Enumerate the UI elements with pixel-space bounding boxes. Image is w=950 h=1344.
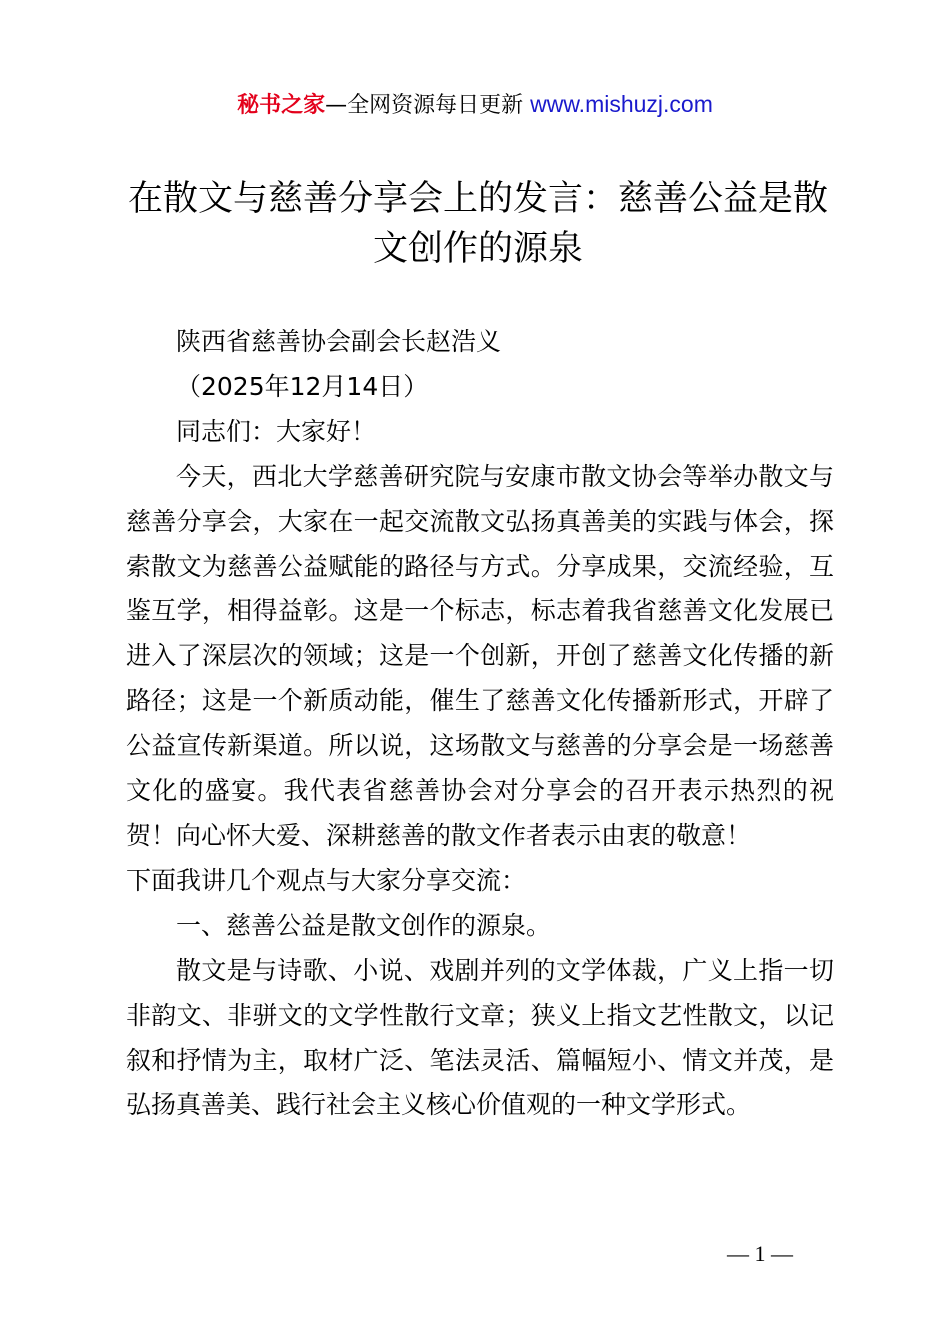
paragraph-3: 散文是与诗歌、小说、戏剧并列的文学体裁，广义上指一切非韵文、非骈文的文学性散行文章；狭义上指文艺性散文，以记叙和抒情为主，取材广泛、笔法灵活、篇幅短小、情文并茂，是弘扬真善美、践行社会主义核心价值观的一种文学形式。 [126,955,834,1120]
greeting: 同志们：大家好！ [176,416,377,446]
document-title: 在散文与慈善分享会上的发言：慈善公益是散文创作的源泉 [127,179,828,269]
site-brand: 秘书之家 [237,93,326,118]
page-number: — 1 — [727,1241,793,1266]
paragraph-1: 今天，西北大学慈善研究院与安康市散文协会等举办散文与慈善分享会，大家在一起交流散文弘扬真善美的实践与体会，探索散文为慈善公益赋能的路径与方式。分享成果，交流经验，互鉴互学，相得益彰。这是一个标志，标志着我省慈善文化发展已进入了深层次的领域；这是一个创新，开创了慈善文化传播的新路径；这是一个新质动能，催生了慈善文化传播新形式，开辟了公益宣传新渠道。所以说，这场散文与慈善的分享会是一场慈善文化的盛宴。我代表省慈善协会对分享会的召开表示热烈的祝贺！向心怀大爱、深耕慈善的散文作者表示由衷的敬意！ [126,461,834,850]
site-tagline: —全网资源每日更新 [325,93,531,118]
paragraph-2: 下面我讲几个观点与大家分享交流： [126,865,527,895]
document-body [126,320,834,1128]
author-line: 陕西省慈善协会副会长赵浩义 [176,327,502,356]
date-line: （2025年12月14日） [176,371,429,401]
site-banner [0,86,950,124]
section-heading-1: 一、慈善公益是散文创作的源泉。 [176,910,552,940]
site-url-link[interactable]: www.mishuzj.com [530,91,713,117]
